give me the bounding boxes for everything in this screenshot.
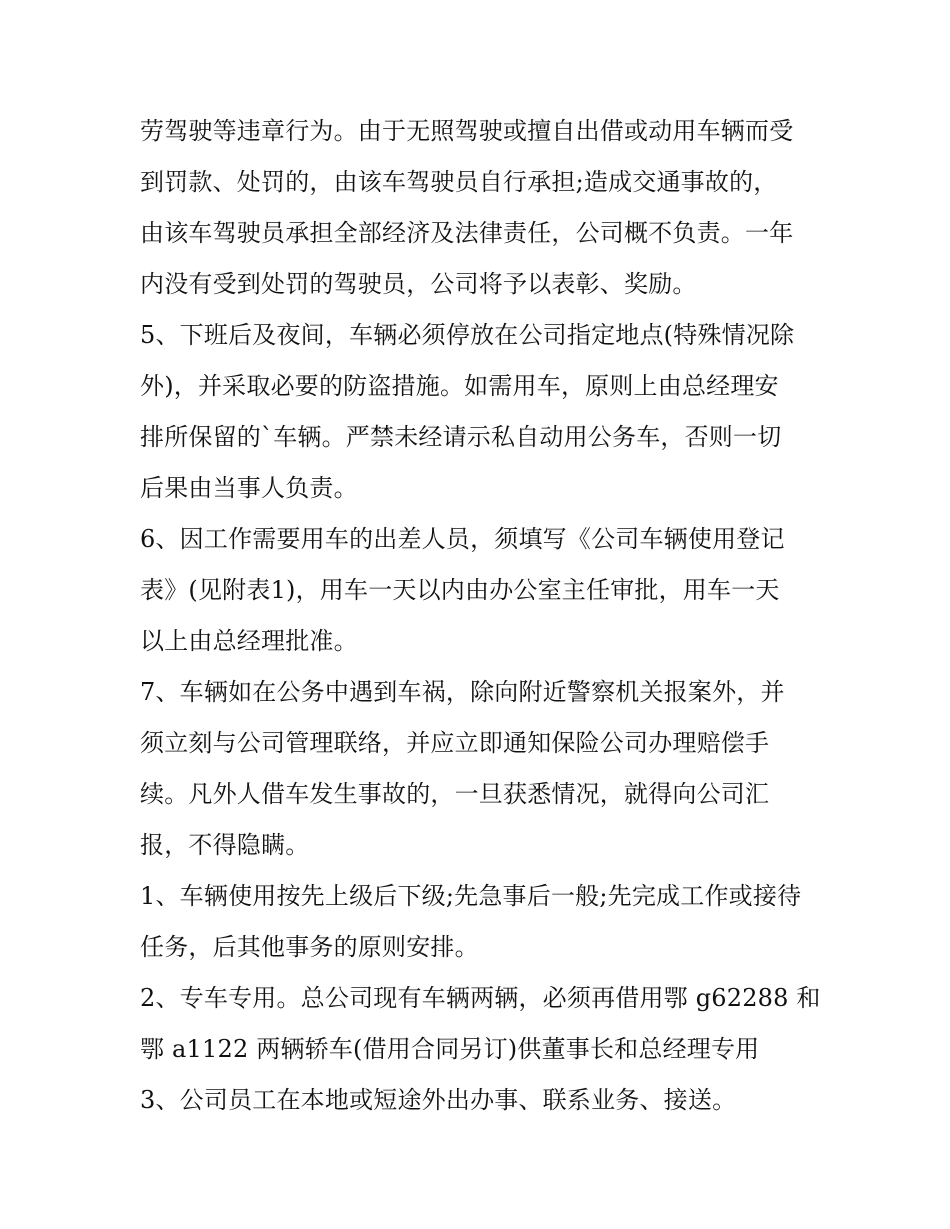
text-line: 2、专车专用。总公司现有车辆两辆，必须再借用鄂 g62288 和	[140, 984, 821, 1012]
text-line: 由该车驾驶员承担全部经济及法律责任，公司概不负责。一年	[140, 219, 794, 247]
text-line: 报，不得隐瞒。	[140, 831, 310, 859]
text-line: 6、因工作需要用车的出差人员，须填写《公司车辆使用登记	[140, 525, 785, 553]
text-line: 后果由当事人负责。	[140, 474, 358, 502]
text-line: 表》(见附表1)，用车一天以内由办公室主任审批，用车一天	[140, 576, 780, 604]
text-line: 到罚款、处罚的，由该车驾驶员自行承担;造成交通事故的，	[140, 168, 778, 196]
text-line: 排所保留的`车辆。严禁未经请示私自动用公务车，否则一切	[140, 423, 782, 451]
text-line: 劳驾驶等违章行为。由于无照驾驶或擅自出借或动用车辆而受	[140, 117, 794, 145]
text-line: 续。凡外人借车发生事故的，一旦获悉情况，就得向公司汇	[140, 780, 770, 808]
text-line: 内没有受到处罚的驾驶员，公司将予以表彰、奖励。	[140, 270, 697, 298]
text-line: 1、车辆使用按先上级后下级;先急事后一般;先完成工作或接待	[140, 882, 802, 910]
text-line: 以上由总经理批准。	[140, 627, 358, 655]
text-line: 5、下班后及夜间，车辆必须停放在公司指定地点(特殊情况除	[140, 321, 795, 349]
document-body	[140, 106, 820, 1126]
text-line: 7、车辆如在公务中遇到车祸，除向附近警察机关报案外，并	[140, 678, 785, 706]
text-line: 鄂 a1122 两辆轿车(借用合同另订)供董事长和总经理专用	[140, 1035, 760, 1063]
text-line: 外)，并采取必要的防盗措施。如需用车，原则上由总经理安	[140, 372, 779, 400]
text-line: 3、公司员工在本地或短途外出办事、联系业务、接送。	[140, 1086, 737, 1114]
text-line: 任务，后其他事务的原则安排。	[140, 933, 479, 961]
text-line: 须立刻与公司管理联络，并应立即通知保险公司办理赔偿手	[140, 729, 770, 757]
